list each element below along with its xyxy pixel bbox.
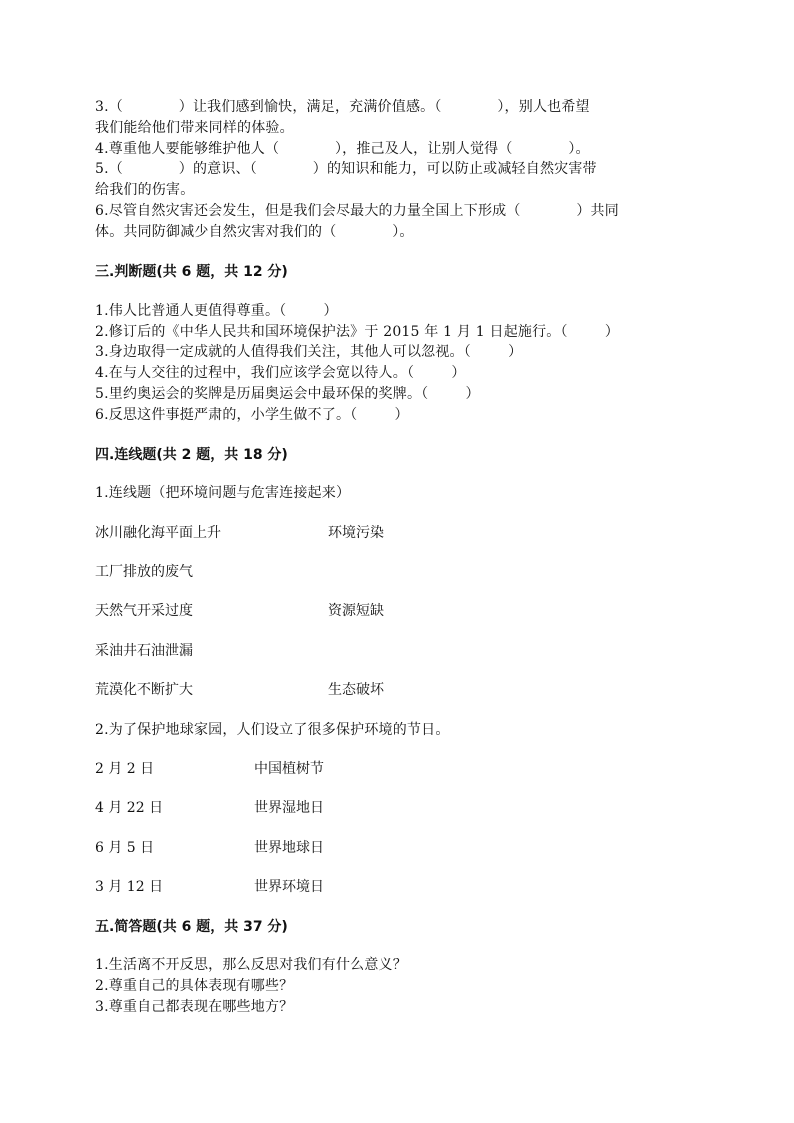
section-heading-judge: 三.判断题(共 6 题，共 12 分): [95, 264, 288, 280]
fill-blank-line: 给我们的伤害。: [95, 182, 195, 198]
short-answer-item: 2.尊重自己的具体表现有哪些？: [95, 978, 294, 994]
fill-blank-line: 我们能给他们带来同样的体验。: [95, 120, 294, 136]
match-left-item[interactable]: 3 月 12 日: [95, 879, 164, 895]
judge-item: 1.伟人比普通人更值得尊重。（ ）: [95, 303, 338, 319]
section-heading-short-answer: 五.简答题(共 6 题，共 37 分): [95, 919, 288, 935]
match-left-item[interactable]: 天然气开采过度: [95, 603, 193, 619]
short-answer-item: 3.尊重自己都表现在哪些地方？: [95, 999, 294, 1015]
match-left-item[interactable]: 荒漠化不断扩大: [95, 682, 193, 698]
match-left-item[interactable]: 4 月 22 日: [95, 800, 164, 816]
match-left-item[interactable]: 6 月 5 日: [95, 840, 155, 856]
fill-blank-line: 5.（ ）的意识、（ ）的知识和能力，可以防止或减轻自然灾害带: [95, 161, 597, 177]
judge-item: 6.反思这件事挺严肃的，小学生做不了。（ ）: [95, 407, 409, 423]
section-heading-matching: 四.连线题(共 2 题，共 18 分): [95, 447, 288, 463]
match-left-item[interactable]: 冰川融化海平面上升: [95, 525, 221, 541]
matching-question-1-title: 1.连线题（把环境问题与危害连接起来）: [95, 485, 351, 501]
match-right-item[interactable]: 生态破坏: [328, 682, 384, 698]
fill-blank-line: 3.（ ）让我们感到愉快，满足，充满价值感。（ ），别人也希望: [95, 99, 590, 115]
match-right-item[interactable]: 资源短缺: [328, 603, 384, 619]
match-left-item[interactable]: 工厂排放的废气: [95, 564, 193, 580]
match-right-item[interactable]: 世界环境日: [254, 879, 324, 895]
judge-item: 3.身边取得一定成就的人值得我们关注，其他人可以忽视。（ ）: [95, 344, 523, 360]
match-left-item[interactable]: 2 月 2 日: [95, 761, 155, 777]
judge-item: 5.里约奥运会的奖牌是历届奥运会中最环保的奖牌。（ ）: [95, 386, 480, 402]
match-right-item[interactable]: 环境污染: [328, 525, 384, 541]
match-right-item[interactable]: 世界湿地日: [254, 800, 324, 816]
judge-item: 2.修订后的《中华人民共和国环境保护法》于 2015 年 1 月 1 日起施行。（ ）: [95, 324, 620, 340]
short-answer-item: 1.生活离不开反思，那么反思对我们有什么意义？: [95, 957, 407, 973]
judge-item: 4.在与人交往的过程中，我们应该学会宽以待人。（ ）: [95, 365, 466, 381]
match-left-item[interactable]: 采油井石油泄漏: [95, 643, 193, 659]
fill-blank-line: 4.尊重他人要能够维护他人（ ），推己及人，让别人觉得（ ）。: [95, 141, 590, 157]
match-right-item[interactable]: 世界地球日: [254, 840, 324, 856]
match-right-item[interactable]: 中国植树节: [254, 761, 324, 777]
fill-blank-line: 体。共同防御减少自然灾害对我们的（ ）。: [95, 224, 414, 240]
fill-blank-line: 6.尽管自然灾害还会发生，但是我们会尽最大的力量全国上下形成（ ）共同: [95, 203, 619, 219]
matching-question-2-title: 2.为了保护地球家园，人们设立了很多保护环境的节日。: [95, 722, 450, 738]
